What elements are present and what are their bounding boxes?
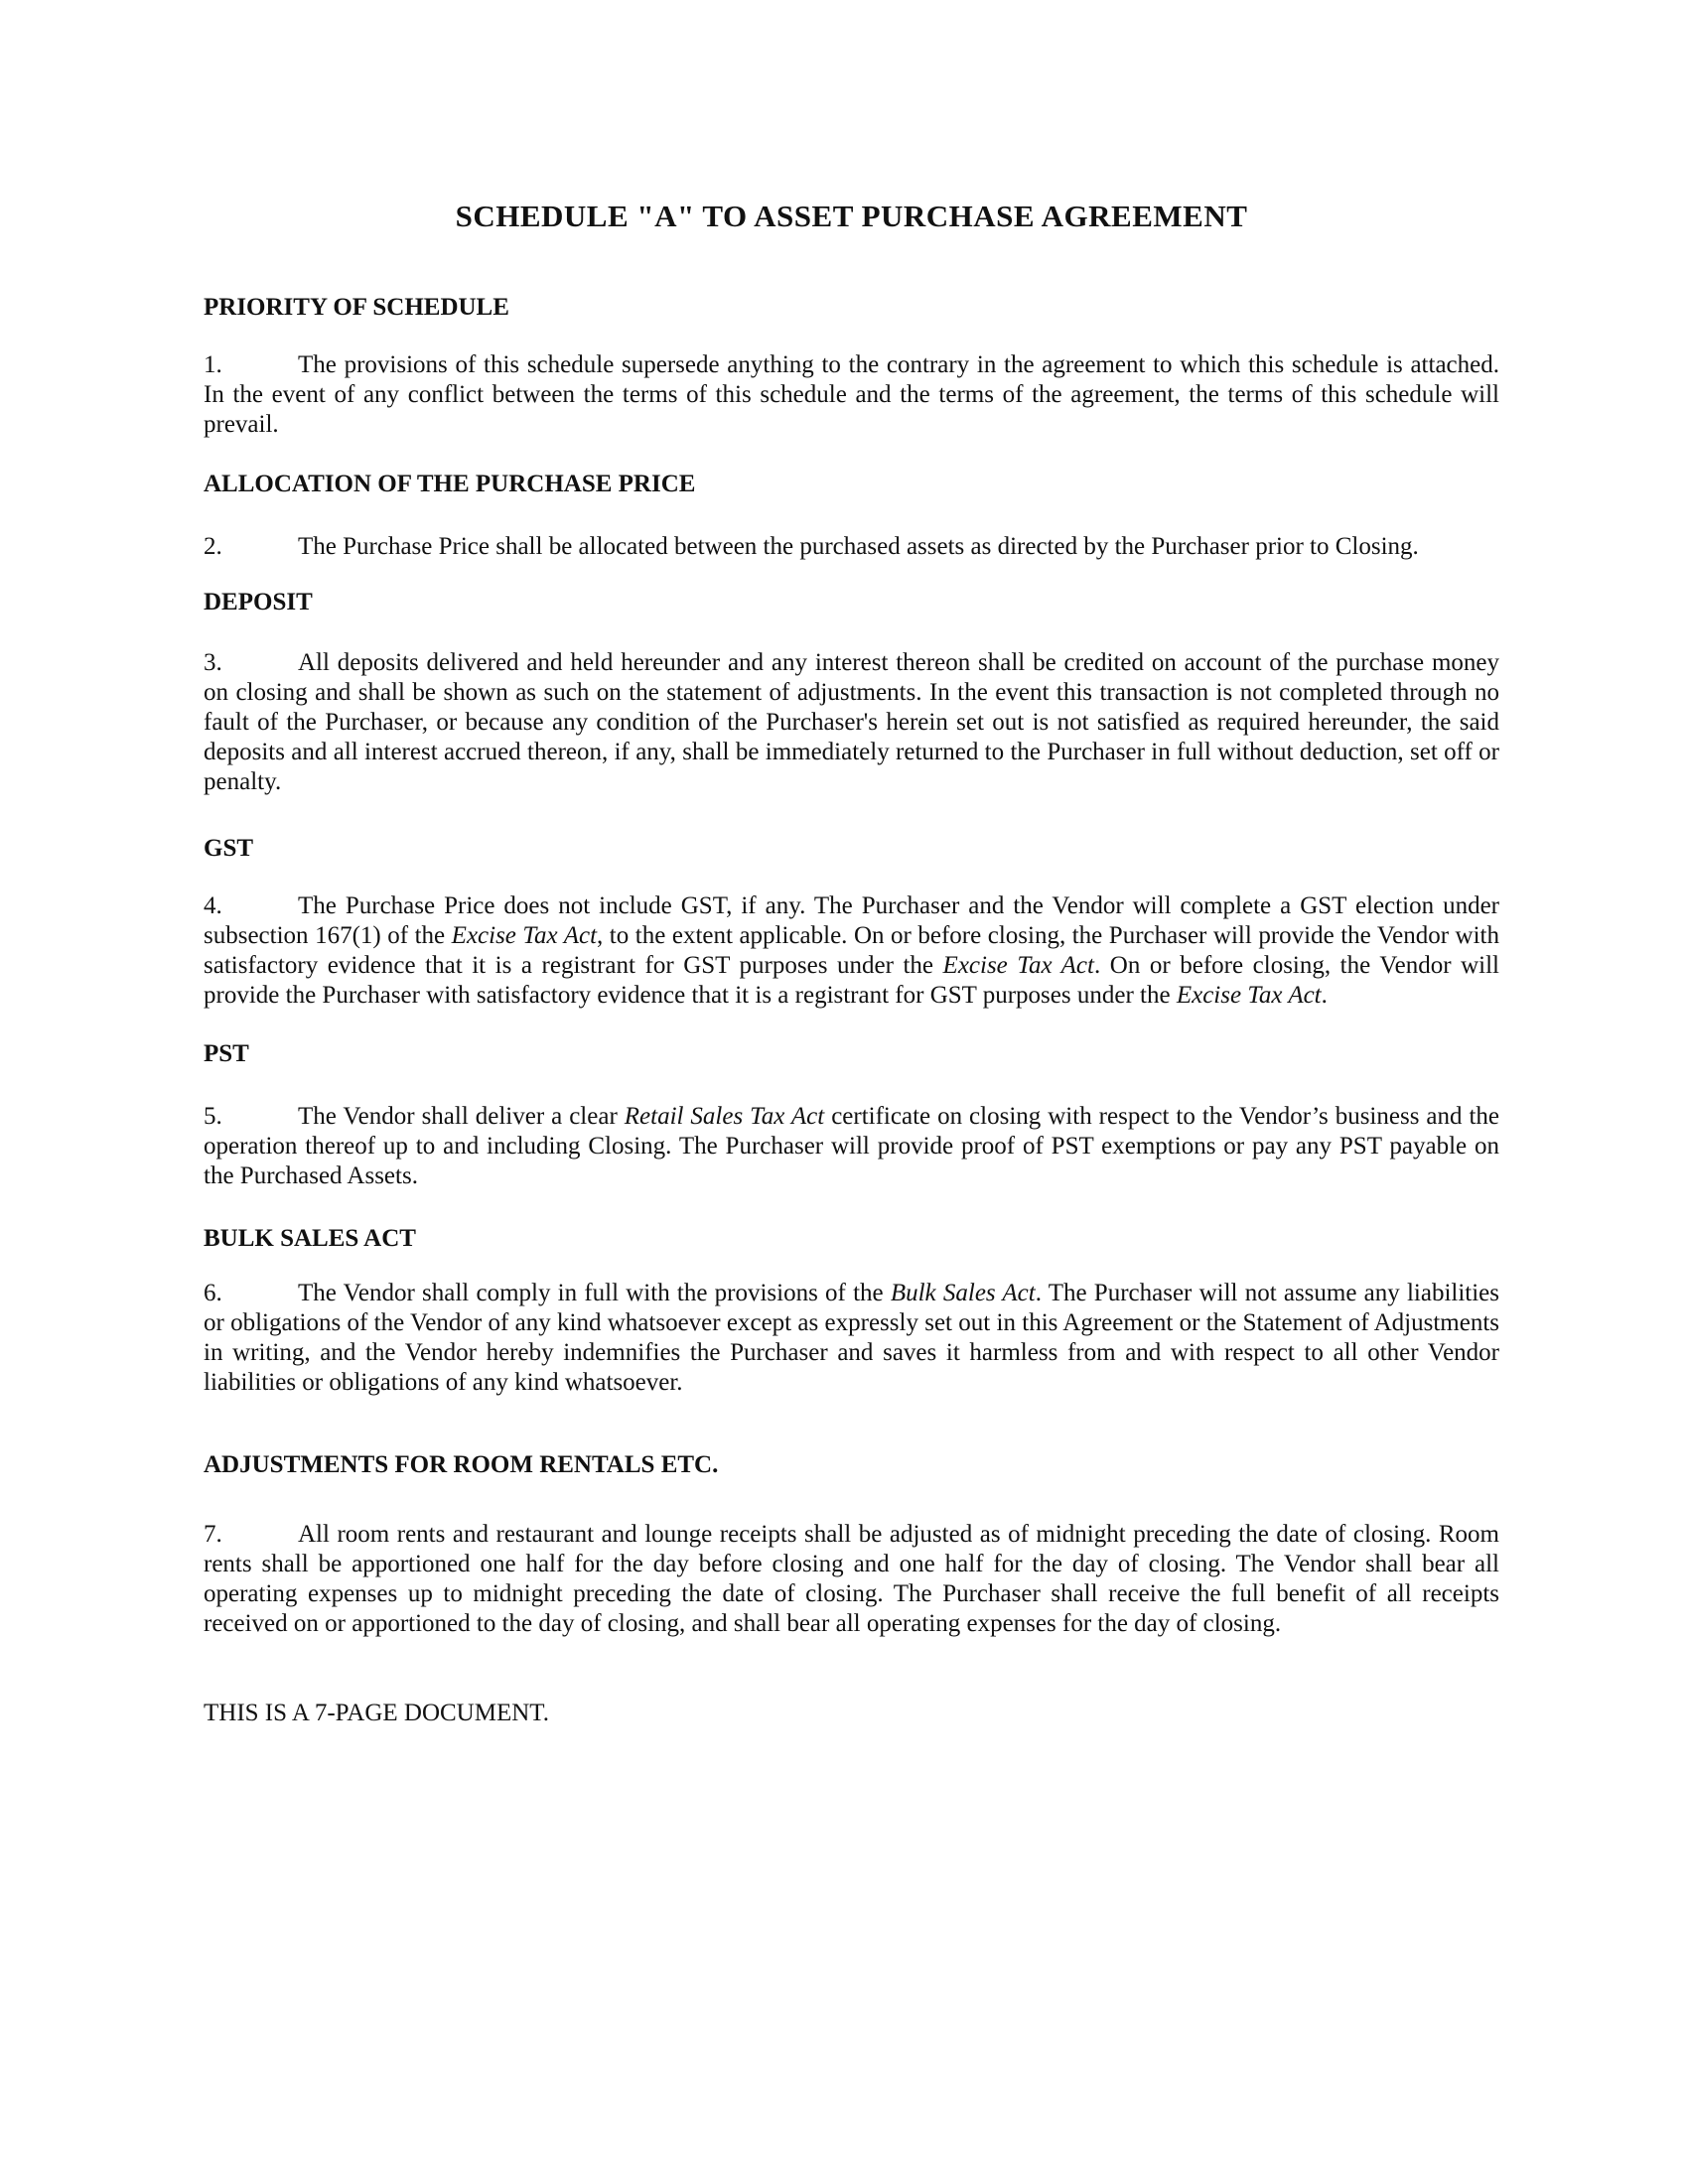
paragraph-text: The Vendor shall comply in full with the provisions of the — [298, 1280, 891, 1306]
paragraph-number: 5. — [204, 1103, 222, 1130]
paragraph-text: certificate on closing with respect to the Vendor’s business and the operation thereof up to and including Closing. The Purchaser will provide proof of PST exemptions or pay any PST payable on the Purchased Assets. — [204, 1103, 1500, 1189]
page-count-note: THIS IS A 7-PAGE DOCUMENT. — [204, 1700, 549, 1726]
paragraph-2 — [204, 532, 1499, 562]
paragraph-text: The Vendor shall deliver a clear — [298, 1103, 625, 1130]
paragraph-number: 1. — [204, 351, 222, 378]
paragraph-text: All deposits delivered and held hereunder and any interest thereon shall be credited on account of the purchase money on closing and shall be shown as such on the statement of adjustments. In the event this transaction is not completed through no fault of the Purchaser, or because any condition of the Purchaser's herein set out is not satisfied as required hereunder, the said deposits and all interest accrued thereon, if any, shall be immediately returned to the Purchaser in full without deduction, set off or penalty. — [204, 649, 1499, 795]
paragraph-text: All room rents and restaurant and lounge receipts shall be adjusted as of midnight preceding the date of closing. Room rents shall be apportioned one half for the day before closing and one half for the day of closing. The Vendor shall bear all operating expenses up to midnight preceding the date of closing. The Purchaser shall receive the full benefit of all receipts received on or apportioned to the day of closing, and shall bear all operating expenses for the day of closing. — [204, 1521, 1499, 1637]
paragraph-number: 3. — [204, 649, 222, 676]
paragraph-text: . The Purchaser will not assume any liabilities or obligations of the Vendor of any kind whatsoever except as expressly set out in this Agreement or the Statement of Adjustments in writing, and the Vendor hereby indemnifies the Purchaser and saves it harmless from and with respect to all other Vendor liabilities or obligations of any kind whatsoever. — [204, 1280, 1499, 1396]
paragraph-1 — [204, 350, 1499, 440]
paragraph-text: The provisions of this schedule supersede anything to the contrary in the agreement to which this schedule is attached. In the event of any conflict between the terms of this schedule and the terms of the agreement, the terms of this schedule will prevail. — [204, 351, 1499, 438]
act-name-excise-tax-act: Excise Tax Act — [1176, 982, 1322, 1009]
paragraph-3 — [204, 648, 1499, 797]
paragraph-text: The Purchase Price does not include GST, if any. The Purchaser and the Vendor will complete a GST election under subsection 167(1) of the — [204, 892, 1499, 949]
section-heading-gst: GST — [204, 835, 254, 862]
paragraph-text: . On or before closing, the Vendor will provide the Purchaser with satisfactory evidence that it is a registrant for GST purposes under the — [204, 952, 1499, 1009]
section-heading-deposit: DEPOSIT — [204, 589, 313, 615]
paragraph-text: The Purchase Price shall be allocated between the purchased assets as directed by the Purchaser prior to Closing. — [298, 533, 1419, 560]
section-heading-pst: PST — [204, 1040, 249, 1067]
paragraph-6 — [204, 1279, 1499, 1398]
document-title: SCHEDULE "A" TO ASSET PURCHASE AGREEMENT — [455, 199, 1248, 233]
paragraph-number: 6. — [204, 1280, 222, 1306]
paragraph-number: 4. — [204, 892, 222, 919]
act-name-excise-tax-act: Excise Tax Act — [942, 952, 1094, 979]
section-heading-bulk-sales-act: BULK SALES ACT — [204, 1225, 416, 1252]
act-name-retail-sales-tax-act: Retail Sales Tax Act — [624, 1103, 825, 1130]
paragraph-number: 2. — [204, 533, 222, 560]
paragraph-text: , to the extent applicable. On or before closing, the Purchaser will provide the Vendor with satisfactory evidence that it is a registrant for GST purposes under the — [204, 922, 1499, 979]
section-heading-allocation: ALLOCATION OF THE PURCHASE PRICE — [204, 471, 696, 497]
act-name-excise-tax-act: Excise Tax Act — [451, 922, 598, 949]
paragraph-number: 7. — [204, 1521, 222, 1548]
paragraph-4 — [204, 891, 1499, 1011]
paragraph-7 — [204, 1520, 1499, 1639]
paragraph-5 — [204, 1102, 1499, 1191]
paragraph-text: . — [1321, 982, 1328, 1009]
section-heading-adjustments-room-rentals: ADJUSTMENTS FOR ROOM RENTALS ETC. — [204, 1451, 719, 1478]
act-name-bulk-sales-act: Bulk Sales Act — [890, 1280, 1036, 1306]
section-heading-priority-of-schedule: PRIORITY OF SCHEDULE — [204, 294, 509, 321]
